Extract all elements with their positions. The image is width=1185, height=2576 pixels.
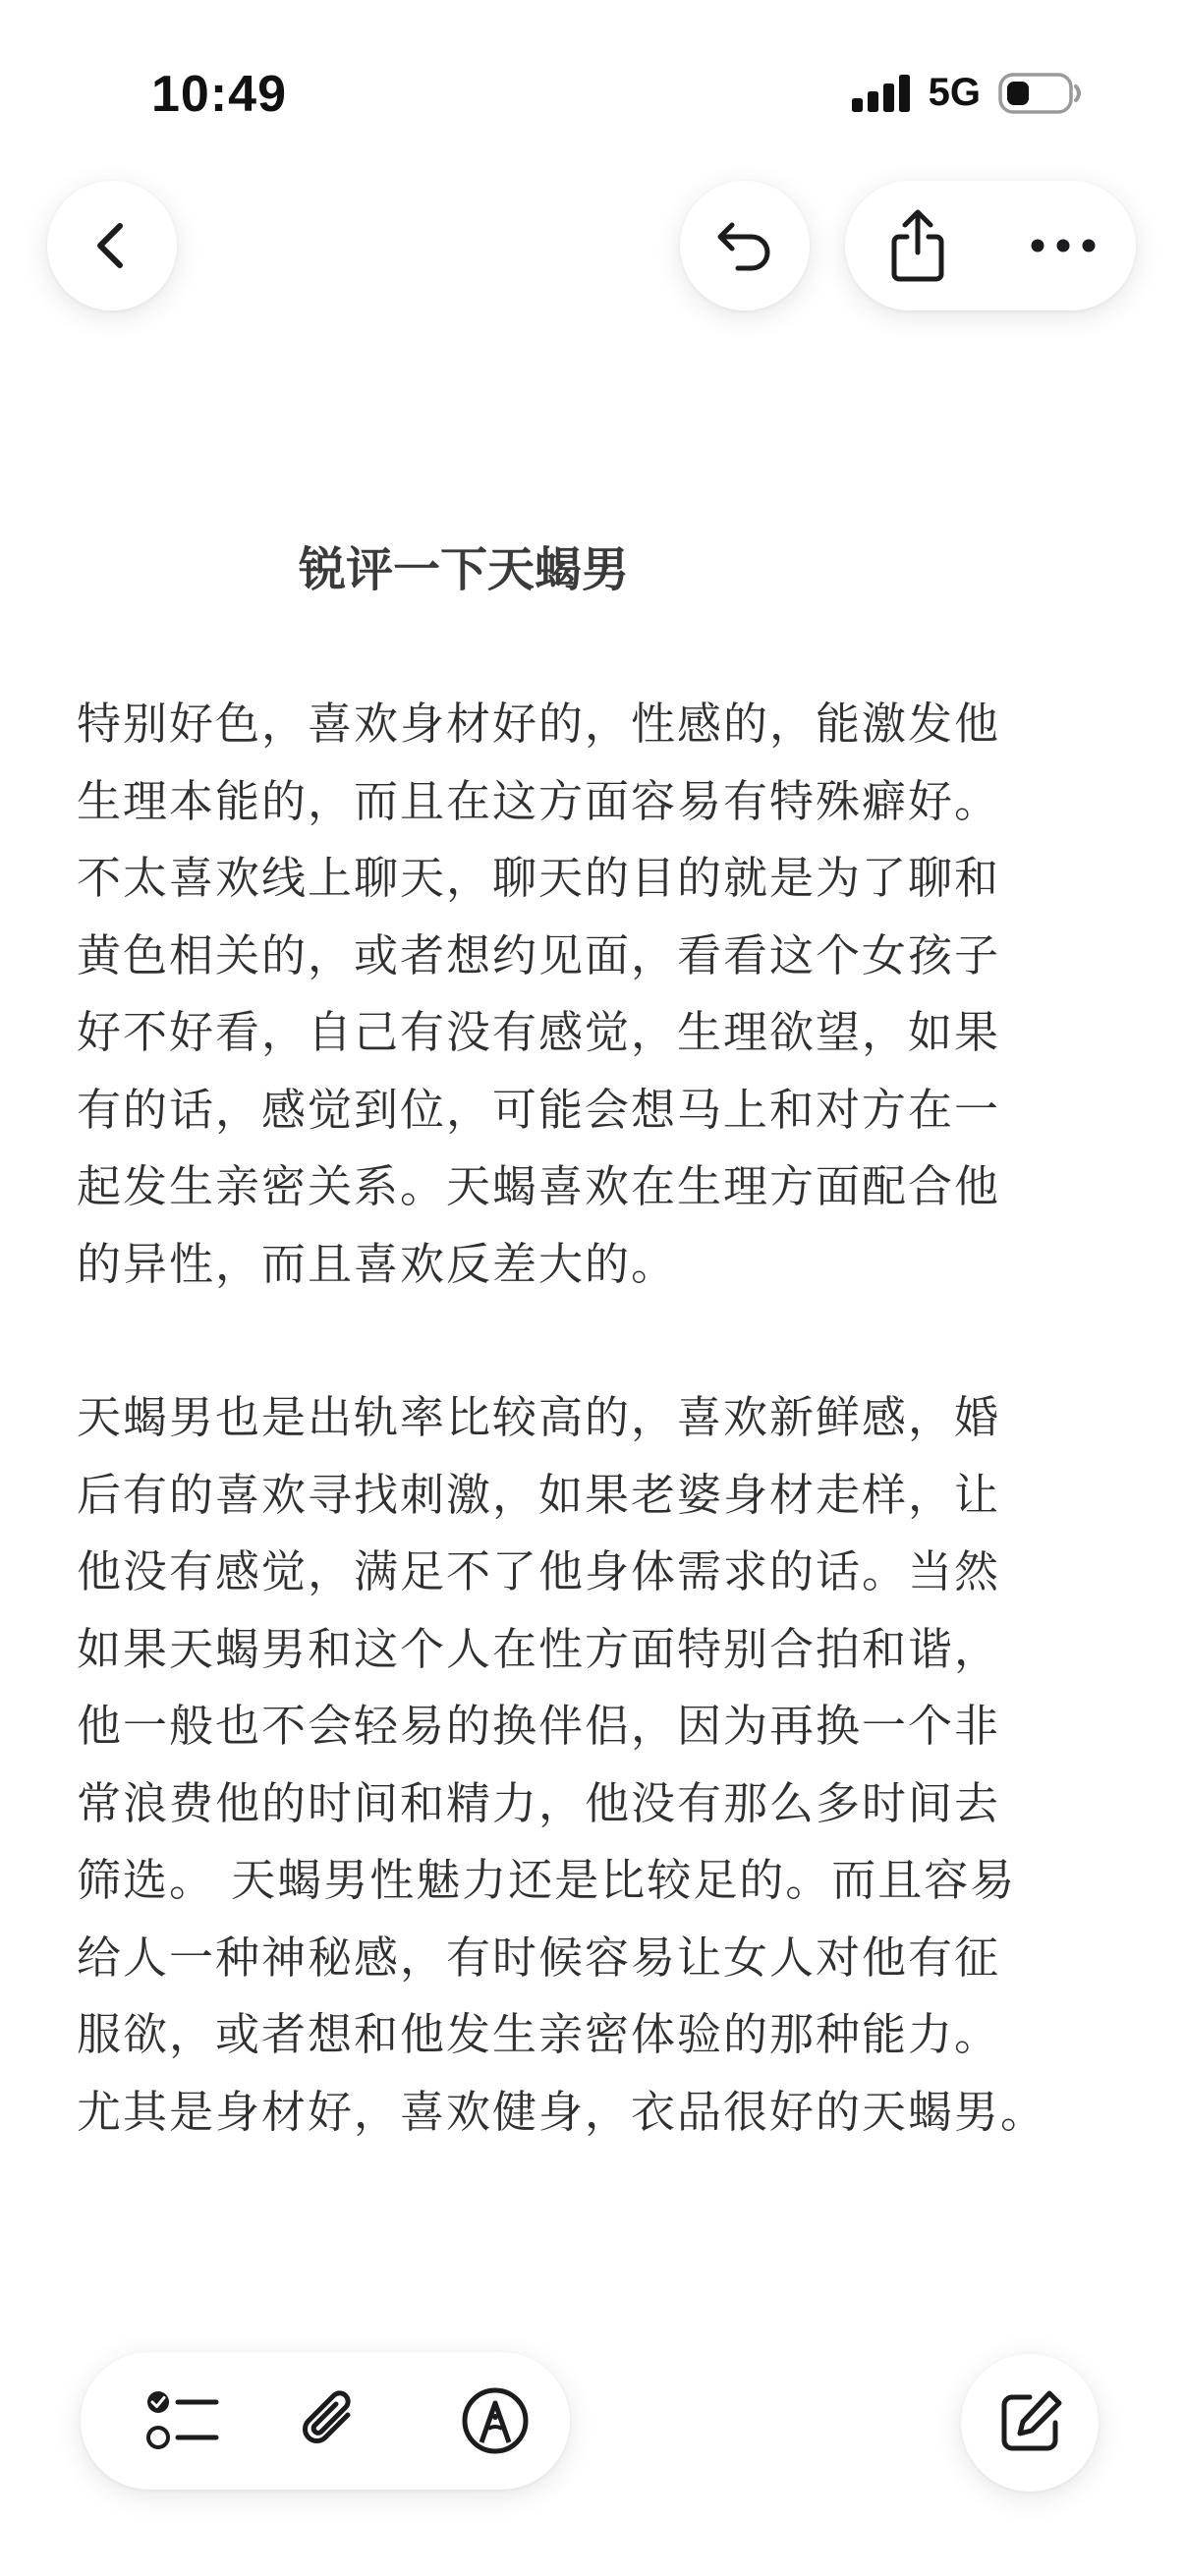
- text-line: 给人一种神秘感，有时候容易让女人对他有征: [77, 1931, 1001, 1984]
- chevron-left-icon: [83, 216, 141, 275]
- share-icon: [883, 207, 952, 284]
- checklist-icon: [145, 2386, 220, 2455]
- compose-icon: [994, 2387, 1065, 2458]
- markup-button[interactable]: [436, 2362, 554, 2480]
- text-line: 有的话，感觉到位，可能会想马上和对方在一: [77, 1083, 1001, 1136]
- attach-button[interactable]: [271, 2362, 389, 2480]
- text-line: 黄色相关的，或者想约见面，看看这个女孩子: [77, 928, 1001, 981]
- text-line: 特别好色，喜欢身材好的，性感的，能激发他: [77, 698, 1001, 750]
- status-bar: [0, 0, 1185, 196]
- share-more-group: [845, 181, 1136, 310]
- checklist-button[interactable]: [124, 2362, 242, 2480]
- back-button[interactable]: [47, 181, 177, 310]
- new-note-button[interactable]: [961, 2354, 1099, 2492]
- text-line: 的异性，而且喜欢反差大的。: [77, 1237, 678, 1290]
- text-line: 他没有感觉，满足不了他身体需求的话。当然: [77, 1545, 1001, 1597]
- undo-button[interactable]: [680, 181, 810, 310]
- note-paragraph-1[interactable]: [77, 686, 1099, 1303]
- text-line: 后有的喜欢寻找刺激，如果老婆身材走样，让: [77, 1468, 1001, 1521]
- note-title[interactable]: 锐评一下天蝎男: [299, 542, 630, 597]
- signal-bars-icon: [852, 75, 913, 112]
- network-label: 5G: [928, 71, 981, 114]
- paragraph-spacer: [77, 1303, 1099, 1379]
- battery-icon: [998, 72, 1083, 115]
- text-line: 天蝎男也是出轨率比较高的，喜欢新鲜感，婚: [77, 1391, 1001, 1443]
- bottom-toolbar: [81, 2352, 570, 2490]
- text-line: 尤其是身材好，喜欢健身，衣品很好的天蝎男。: [77, 2085, 1047, 2138]
- text-line: 他一般也不会轻易的换伴侣，因为再换一个非: [77, 1700, 1001, 1752]
- text-line: 好不好看，自己有没有感觉，生理欲望，如果: [77, 1006, 1001, 1058]
- text-line: 筛选。 天蝎男性魅力还是比较足的。而且容易: [77, 1854, 1017, 1906]
- text-line: 不太喜欢线上聊天，聊天的目的就是为了聊和: [77, 852, 1001, 904]
- note-paragraph-2[interactable]: [77, 1379, 1099, 2151]
- note-toolbar-top: [0, 181, 1185, 314]
- markup-icon: [460, 2385, 531, 2456]
- status-time: 10:49: [151, 66, 287, 123]
- paperclip-icon: [295, 2385, 366, 2456]
- undo-icon: [710, 211, 779, 280]
- status-indicators: [852, 71, 1083, 115]
- text-line: 如果天蝎男和这个人在性方面特别合拍和谐，: [77, 1622, 1001, 1675]
- text-line: 服欲，或者想和他发生亲密体验的那种能力。: [77, 2008, 1001, 2060]
- more-button[interactable]: [1004, 187, 1122, 305]
- text-line: 常浪费他的时间和精力，他没有那么多时间去: [77, 1776, 1001, 1829]
- share-button[interactable]: [859, 187, 977, 305]
- text-line: 生理本能的，而且在这方面容易有特殊癖好。: [77, 774, 1001, 827]
- text-line: 起发生亲密关系。天蝎喜欢在生理方面配合他: [77, 1160, 1001, 1212]
- more-icon: [1029, 236, 1098, 255]
- note-content[interactable]: [77, 531, 1099, 2151]
